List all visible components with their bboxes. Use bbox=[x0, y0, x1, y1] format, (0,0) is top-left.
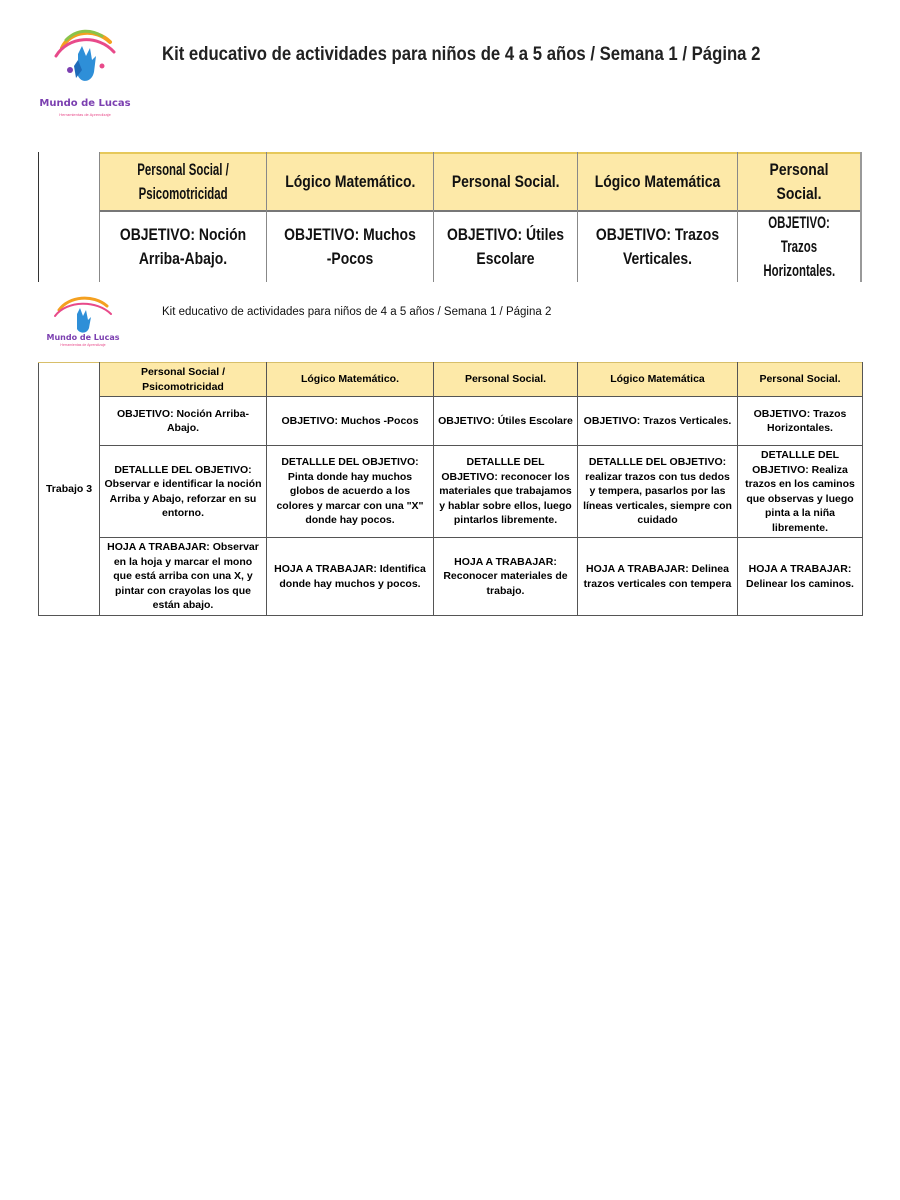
activities-table bbox=[38, 362, 863, 616]
table-row bbox=[39, 538, 863, 616]
zoom-heading: Lógico Matemática bbox=[577, 152, 737, 212]
page-title: Kit educativo de actividades para niños de 4 a 5 años / Semana 1 / Página 2 bbox=[162, 306, 552, 318]
logo-tagline: Herramientas de Aprendizaje bbox=[59, 112, 111, 117]
worksheet-cell: HOJA A TRABAJAR: Identifica donde hay muchos y pocos. bbox=[267, 538, 434, 616]
logo-tagline: Herramientas de Aprendizaje bbox=[60, 343, 106, 347]
table-row bbox=[39, 397, 863, 446]
detail-cell: DETALLLE DEL OBJETIVO: Pinta donde hay muchos globos de acuerdo a los colores y marcar con una "X" donde hay pocos. bbox=[267, 446, 434, 538]
column-heading: Personal Social. bbox=[434, 363, 578, 397]
zoom-heading: Personal Social. bbox=[433, 152, 577, 212]
column-heading: Lógico Matemática bbox=[578, 363, 738, 397]
zoom-heading: Personal Social / Psicomotricidad bbox=[99, 152, 266, 212]
objective-cell: OBJETIVO: Trazos Verticales. bbox=[578, 397, 738, 446]
mundo-de-lucas-logo bbox=[39, 26, 131, 124]
mundo-de-lucas-logo-small bbox=[47, 292, 119, 348]
column-heading: Personal Social / Psicomotricidad bbox=[100, 363, 267, 397]
objective-cell: OBJETIVO: Noción Arriba-Abajo. bbox=[100, 397, 267, 446]
column-heading: Lógico Matemático. bbox=[267, 363, 434, 397]
zoom-heading: Personal Social. bbox=[737, 152, 860, 212]
worksheet-cell: HOJA A TRABAJAR: Delinear los caminos. bbox=[738, 538, 863, 616]
detail-cell: DETALLLE DEL OBJETIVO: reconocer los materiales que trabajamos y hablar sobre ellos, luego pintarlos libremente. bbox=[434, 446, 578, 538]
detail-cell: DETALLLE DEL OBJETIVO: Observar e identificar la noción Arriba y Abajo, reforzar en su entorno. bbox=[100, 446, 267, 538]
column-heading: Personal Social. bbox=[738, 363, 863, 397]
worksheet-cell: HOJA A TRABAJAR: Delinea trazos verticales con tempera bbox=[578, 538, 738, 616]
left-border bbox=[38, 152, 39, 282]
worksheet-cell: HOJA A TRABAJAR: Reconocer materiales de trabajo. bbox=[434, 538, 578, 616]
page-title-large: Kit educativo de actividades para niños de 4 a 5 años / Semana 1 / Página 2 bbox=[162, 44, 761, 65]
table-row bbox=[39, 363, 863, 397]
zoom-objective: OBJETIVO: Trazos Verticales. bbox=[577, 212, 737, 282]
logo-name: Mundo de Lucas bbox=[46, 333, 120, 342]
zoom-objective: OBJETIVO: Muchos -Pocos bbox=[266, 212, 433, 282]
detail-cell: DETALLLE DEL OBJETIVO: Realiza trazos en los caminos que observas y luego pinta a la niña libremente. bbox=[738, 446, 863, 538]
row-label: Trabajo 3 bbox=[39, 363, 100, 616]
objective-cell: OBJETIVO: Útiles Escolare bbox=[434, 397, 578, 446]
zoom-objective: OBJETIVO: Trazos Horizontales. bbox=[737, 212, 860, 282]
logo-name: Mundo de Lucas bbox=[39, 98, 131, 109]
table-row bbox=[39, 446, 863, 538]
detail-cell: DETALLLE DEL OBJETIVO: realizar trazos con tus dedos y tempera, pasarlos por las líneas verticales, siempre con cuidado bbox=[578, 446, 738, 538]
objective-cell: OBJETIVO: Trazos Horizontales. bbox=[738, 397, 863, 446]
right-border bbox=[860, 152, 862, 282]
zoom-objective: OBJETIVO: Noción Arriba-Abajo. bbox=[99, 212, 266, 282]
zoom-heading: Lógico Matemático. bbox=[266, 152, 433, 212]
zoomed-table-excerpt bbox=[38, 152, 862, 282]
worksheet-cell: HOJA A TRABAJAR: Observar en la hoja y marcar el mono que está arriba con una X, y pintar con crayolas los que están abajo. bbox=[100, 538, 267, 616]
zoom-objective: OBJETIVO: Útiles Escolare bbox=[433, 212, 577, 282]
objective-cell: OBJETIVO: Muchos -Pocos bbox=[267, 397, 434, 446]
